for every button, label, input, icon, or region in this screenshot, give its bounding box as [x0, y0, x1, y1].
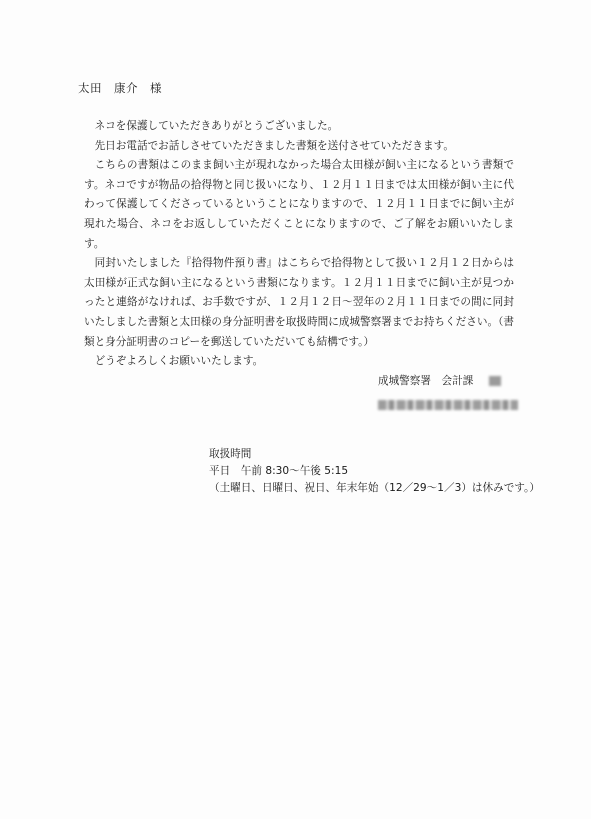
- hours-closed-days: （土曜日、日曜日、祝日、年末年始（12／29～1／3）は休みです。）: [209, 482, 540, 494]
- signature-block: [378, 373, 518, 410]
- redacted-contact: [378, 400, 518, 410]
- paragraph-found-item: 同封いたしました『拾得物件預り書』はこちらで拾得物として扱い１２月１２日からは太田様が正式な飼い主になるという書類になります。１２月１１日までに飼い主が見つかったと連絡がなければ、お手数ですが、１２月１２日～翌年の２月１１日までの間に同封いたしました書類と太田様の身分証明書を取扱時間に成城警察署までお持ちください。（書類と身分証明書のコピーを郵送していただいても結構です。）: [84, 257, 514, 348]
- hours-weekday: 平日 午前 8:30～午後 5:15: [209, 465, 349, 477]
- redacted-name: [489, 376, 501, 386]
- signature-office: 成城警察署 会計課: [378, 375, 474, 387]
- paragraph-closing: どうぞよろしくお願いいたします。: [94, 355, 264, 368]
- addressee: 太田 康介 様: [78, 81, 162, 95]
- business-hours: [209, 446, 540, 497]
- letter-body: [84, 117, 514, 372]
- hours-title: 取扱時間: [209, 448, 252, 460]
- paragraph-ownership: こちらの書類はこのまま飼い主が現れなかった場合太田様が飼い主になるという書類です。ネコですが物品の拾得物と同じ扱いになり、１２月１１日までは太田様が飼い主に代わって保護してくださっているということになりますので、１２月１１日までに飼い主が現れた場合、ネコをお返ししていただくことになりますので、ご了解をお願いいたします。: [84, 159, 514, 250]
- paragraph-thanks: ネコを保護していただきありがとうございました。: [94, 120, 339, 132]
- paragraph-enclosure: 先日お電話でお話しさせていただきました書類を送付させていただきます。: [94, 139, 454, 152]
